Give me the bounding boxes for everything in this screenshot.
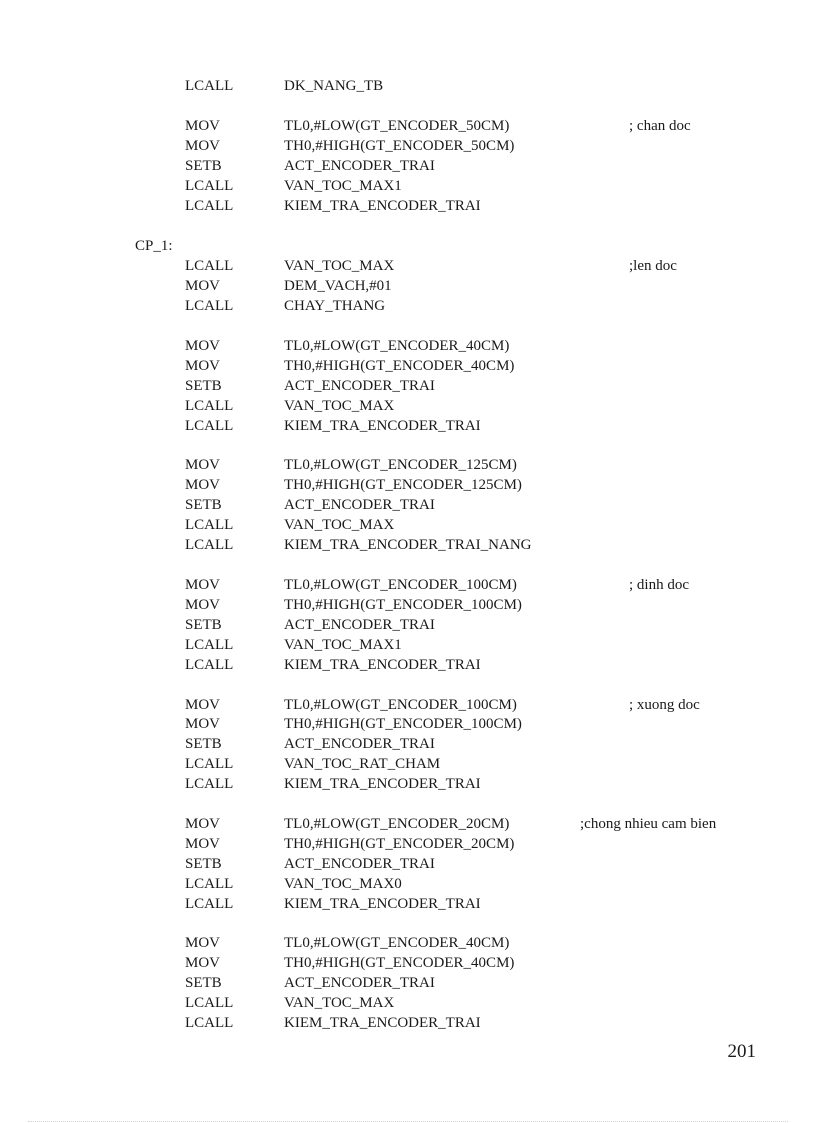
- code-line: [0, 535, 816, 555]
- code-operand: CHAY_THANG: [284, 298, 386, 314]
- code-line: [0, 1013, 816, 1033]
- code-line: [0, 575, 816, 595]
- code-line: [0, 515, 816, 535]
- code-comment: ;len doc: [629, 258, 677, 274]
- code-operand: ACT_ENCODER_TRAI: [284, 856, 435, 872]
- code-line: [0, 475, 816, 495]
- code-mnemonic: MOV: [185, 955, 221, 971]
- code-mnemonic: SETB: [185, 378, 222, 394]
- code-comment: ; xuong doc: [629, 697, 700, 713]
- code-operand: KIEM_TRA_ENCODER_TRAI: [284, 1015, 481, 1031]
- code-line: [0, 336, 816, 356]
- code-line: [0, 874, 816, 894]
- code-operand: DEM_VACH,#01: [284, 278, 392, 294]
- code-operand: TH0,#HIGH(GT_ENCODER_40CM): [284, 955, 515, 971]
- code-operand: TL0,#LOW(GT_ENCODER_125CM): [284, 457, 517, 473]
- code-mnemonic: LCALL: [185, 517, 234, 533]
- code-mnemonic: LCALL: [185, 637, 234, 653]
- code-operand: TL0,#LOW(GT_ENCODER_20CM): [284, 816, 510, 832]
- code-mnemonic: MOV: [185, 338, 221, 354]
- code-mnemonic: SETB: [185, 736, 222, 752]
- code-mnemonic: LCALL: [185, 398, 234, 414]
- code-line: [0, 814, 816, 834]
- code-mnemonic: MOV: [185, 138, 221, 154]
- code-line: [0, 734, 816, 754]
- code-line: [0, 774, 816, 794]
- code-operand: ACT_ENCODER_TRAI: [284, 617, 435, 633]
- code-operand: TL0,#LOW(GT_ENCODER_100CM): [284, 697, 517, 713]
- code-operand: TH0,#HIGH(GT_ENCODER_40CM): [284, 358, 515, 374]
- code-line: [0, 276, 816, 296]
- code-mnemonic: LCALL: [185, 1015, 234, 1031]
- code-line: [0, 695, 816, 715]
- code-line: [0, 973, 816, 993]
- code-mnemonic: LCALL: [185, 657, 234, 673]
- code-mnemonic: LCALL: [185, 258, 234, 274]
- code-operand: VAN_TOC_MAX: [284, 517, 395, 533]
- code-mnemonic: SETB: [185, 158, 222, 174]
- code-operand: TL0,#LOW(GT_ENCODER_50CM): [284, 118, 510, 134]
- code-line: [0, 376, 816, 396]
- code-operand: VAN_TOC_MAX: [284, 258, 395, 274]
- code-mnemonic: MOV: [185, 457, 221, 473]
- code-mnemonic: LCALL: [185, 298, 234, 314]
- code-operand: TH0,#HIGH(GT_ENCODER_50CM): [284, 138, 515, 154]
- code-line: [0, 595, 816, 615]
- code-mnemonic: MOV: [185, 935, 221, 951]
- code-operand: TH0,#HIGH(GT_ENCODER_100CM): [284, 716, 522, 732]
- code-line: [0, 834, 816, 854]
- code-operand: KIEM_TRA_ENCODER_TRAI: [284, 896, 481, 912]
- code-line: [0, 116, 816, 136]
- code-comment: ; dinh doc: [629, 577, 689, 593]
- code-mnemonic: SETB: [185, 617, 222, 633]
- code-line: [0, 635, 816, 655]
- code-line: [0, 993, 816, 1013]
- code-mnemonic: MOV: [185, 118, 221, 134]
- code-line: [0, 495, 816, 515]
- code-line: [0, 196, 816, 216]
- code-label: CP_1:: [135, 238, 173, 254]
- code-mnemonic: SETB: [185, 497, 222, 513]
- code-mnemonic: LCALL: [185, 198, 234, 214]
- code-operand: TH0,#HIGH(GT_ENCODER_125CM): [284, 477, 522, 493]
- code-mnemonic: MOV: [185, 816, 221, 832]
- code-line: [0, 754, 816, 774]
- code-operand: VAN_TOC_MAX: [284, 398, 395, 414]
- code-line: [0, 455, 816, 475]
- code-mnemonic: MOV: [185, 597, 221, 613]
- code-operand: VAN_TOC_MAX1: [284, 178, 402, 194]
- code-operand: ACT_ENCODER_TRAI: [284, 975, 435, 991]
- code-operand: TH0,#HIGH(GT_ENCODER_20CM): [284, 836, 515, 852]
- page-number: 201: [727, 1041, 756, 1062]
- code-mnemonic: MOV: [185, 477, 221, 493]
- code-mnemonic: LCALL: [185, 537, 234, 553]
- code-line: [0, 416, 816, 436]
- code-operand: ACT_ENCODER_TRAI: [284, 497, 435, 513]
- code-mnemonic: MOV: [185, 358, 221, 374]
- code-mnemonic: MOV: [185, 836, 221, 852]
- code-line: [0, 714, 816, 734]
- code-line: [0, 356, 816, 376]
- code-operand: TH0,#HIGH(GT_ENCODER_100CM): [284, 597, 522, 613]
- code-operand: VAN_TOC_MAX1: [284, 637, 402, 653]
- code-mnemonic: LCALL: [185, 876, 234, 892]
- code-operand: ACT_ENCODER_TRAI: [284, 158, 435, 174]
- code-operand: KIEM_TRA_ENCODER_TRAI: [284, 657, 481, 673]
- code-line: [0, 655, 816, 675]
- code-mnemonic: LCALL: [185, 995, 234, 1011]
- code-mnemonic: LCALL: [185, 896, 234, 912]
- code-operand: VAN_TOC_MAX0: [284, 876, 402, 892]
- code-mnemonic: LCALL: [185, 776, 234, 792]
- code-mnemonic: MOV: [185, 716, 221, 732]
- code-operand: KIEM_TRA_ENCODER_TRAI: [284, 198, 481, 214]
- code-operand: VAN_TOC_MAX: [284, 995, 395, 1011]
- code-operand: KIEM_TRA_ENCODER_TRAI: [284, 418, 481, 434]
- code-mnemonic: SETB: [185, 975, 222, 991]
- code-operand: KIEM_TRA_ENCODER_TRAI: [284, 776, 481, 792]
- code-line: [0, 854, 816, 874]
- code-mnemonic: LCALL: [185, 418, 234, 434]
- code-mnemonic: MOV: [185, 697, 221, 713]
- code-mnemonic: MOV: [185, 278, 221, 294]
- code-line: [0, 953, 816, 973]
- code-line: [0, 256, 816, 276]
- code-operand: ACT_ENCODER_TRAI: [284, 378, 435, 394]
- code-line: [0, 136, 816, 156]
- code-line: [0, 76, 816, 96]
- code-line: [0, 615, 816, 635]
- code-line: [0, 156, 816, 176]
- code-line: [0, 933, 816, 953]
- code-comment: ;chong nhieu cam bien: [580, 816, 717, 832]
- code-comment: ; chan doc: [629, 118, 691, 134]
- code-line: [0, 396, 816, 416]
- footer-divider: [28, 1121, 788, 1122]
- code-operand: VAN_TOC_RAT_CHAM: [284, 756, 441, 772]
- code-mnemonic: SETB: [185, 856, 222, 872]
- code-operand: TL0,#LOW(GT_ENCODER_40CM): [284, 338, 510, 354]
- code-label-line: [0, 236, 816, 256]
- code-operand: DK_NANG_TB: [284, 78, 384, 94]
- code-operand: KIEM_TRA_ENCODER_TRAI_NANG: [284, 537, 532, 553]
- code-operand: TL0,#LOW(GT_ENCODER_100CM): [284, 577, 517, 593]
- code-line: [0, 296, 816, 316]
- code-mnemonic: LCALL: [185, 78, 234, 94]
- code-operand: ACT_ENCODER_TRAI: [284, 736, 435, 752]
- code-line: [0, 894, 816, 914]
- code-mnemonic: LCALL: [185, 756, 234, 772]
- code-mnemonic: MOV: [185, 577, 221, 593]
- code-line: [0, 176, 816, 196]
- code-mnemonic: LCALL: [185, 178, 234, 194]
- code-operand: TL0,#LOW(GT_ENCODER_40CM): [284, 935, 510, 951]
